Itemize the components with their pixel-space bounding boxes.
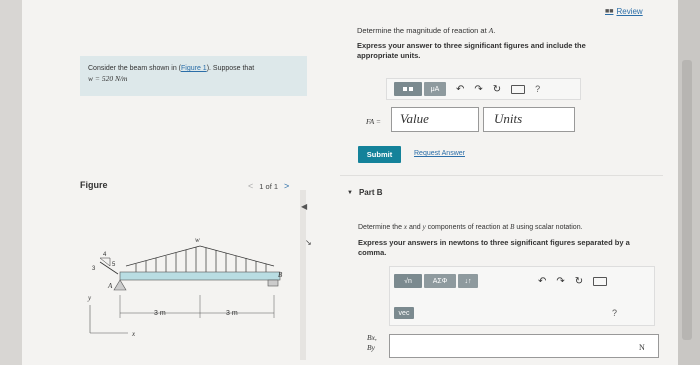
part-b-y: y [422, 223, 426, 231]
sqrt-template-button[interactable]: √n [394, 274, 422, 288]
distributed-load [126, 246, 274, 272]
bx-label: Bx, [367, 333, 377, 342]
part-b-x: x [403, 223, 408, 231]
figure-page-count: 1 of 1 [259, 181, 279, 191]
newton-unit-label: N [639, 343, 645, 352]
part-b-q1: Determine the [358, 224, 404, 231]
part-a-question-text: Determine the magnitude of reaction at [357, 26, 489, 35]
review-link[interactable] [605, 7, 643, 16]
dimension-1: 3 m [154, 310, 166, 317]
scrollbar[interactable] [682, 60, 692, 340]
roller-support-b [268, 280, 278, 286]
help-icon[interactable]: ? [535, 84, 541, 94]
part-b-q2: and [407, 224, 423, 231]
arrows-button[interactable]: ↓↑ [458, 274, 478, 288]
part-b-instructions: Express your answers in newtons to three significant figures separated by a comma. [358, 238, 630, 257]
prev-figure-icon[interactable]: < [248, 181, 254, 191]
keyboard-icon-b[interactable] [593, 277, 607, 286]
value-input[interactable]: Value [391, 107, 479, 132]
fa-label: FA = [366, 117, 381, 126]
submit-button[interactable]: Submit [358, 146, 401, 163]
slope-3-label: 3 [92, 266, 96, 272]
help-icon-b[interactable]: ? [612, 308, 618, 318]
resize-cursor-icon: ↘ [305, 238, 312, 247]
undo-icon-b[interactable]: ↶ [538, 275, 547, 287]
part-b-b: B [510, 223, 515, 231]
request-answer-link[interactable]: Request Answer [414, 150, 465, 157]
part-b-question [358, 223, 583, 231]
slope-triangle [100, 258, 110, 266]
redo-icon-b[interactable]: ↷ [556, 275, 565, 287]
part-b-toolbar [394, 274, 607, 288]
slope-5-label: 5 [112, 262, 116, 268]
bx-by-label [367, 333, 377, 353]
splitter-grip-icon[interactable]: ◀ [301, 202, 308, 211]
review-label: Review [616, 7, 643, 16]
section-divider [340, 175, 663, 176]
b-label: B [278, 271, 283, 279]
next-figure-icon[interactable]: > [284, 181, 290, 191]
x-axis-label: x [132, 330, 136, 338]
part-a-var: A [488, 26, 494, 35]
units-input[interactable]: Units [483, 107, 575, 132]
collapse-caret-icon[interactable]: ▼ [347, 189, 353, 196]
part-b-header[interactable] [347, 188, 383, 197]
pin-support-a [114, 280, 126, 290]
w-label: w [195, 236, 200, 244]
part-b-answer-input[interactable] [389, 334, 659, 358]
part-b-q3: components of reaction at [425, 224, 511, 231]
figure-pager [248, 181, 289, 191]
y-axis-label: y [88, 294, 92, 302]
problem-statement [80, 56, 307, 96]
keyboard-icon[interactable] [511, 85, 525, 94]
redo-icon[interactable]: ↷ [474, 83, 483, 95]
reset-icon[interactable]: ↻ [492, 83, 502, 95]
load-formula: w = 520 N/m [88, 74, 128, 83]
dimension-2: 3 m [226, 310, 238, 317]
undo-icon[interactable]: ↶ [456, 83, 465, 95]
part-b-q4: using scalar notation. [514, 224, 583, 231]
beam [120, 272, 280, 280]
by-label: By [367, 343, 375, 352]
part-a-toolbar [394, 82, 540, 96]
panel-divider[interactable] [300, 190, 306, 360]
reset-icon-b[interactable]: ↻ [574, 275, 584, 287]
units-button[interactable]: μA [424, 82, 446, 96]
review-icon: ■■ [605, 8, 614, 15]
greek-button[interactable]: ΑΣΦ [424, 274, 456, 288]
part-a-question-end: . [493, 26, 496, 35]
part-a-question [357, 26, 495, 35]
templates-button[interactable] [394, 82, 422, 96]
part-a-instructions: Express your answer to three significant figures and include the appropriate units. [357, 41, 586, 60]
figure-heading: Figure [80, 180, 108, 190]
dimension-line [120, 295, 274, 318]
problem-text-before: Consider the beam shown in ( [88, 65, 181, 72]
problem-text-after: ). Suppose that [206, 65, 255, 72]
a-label: A [108, 282, 113, 290]
axes [90, 305, 128, 333]
part-b-title: Part B [358, 188, 383, 197]
figure-link[interactable]: Figure 1 [181, 65, 207, 72]
slope-4-label: 4 [103, 252, 107, 258]
beam-figure [78, 200, 298, 345]
right-bezel [678, 0, 700, 365]
vec-button[interactable]: vec [394, 307, 414, 319]
